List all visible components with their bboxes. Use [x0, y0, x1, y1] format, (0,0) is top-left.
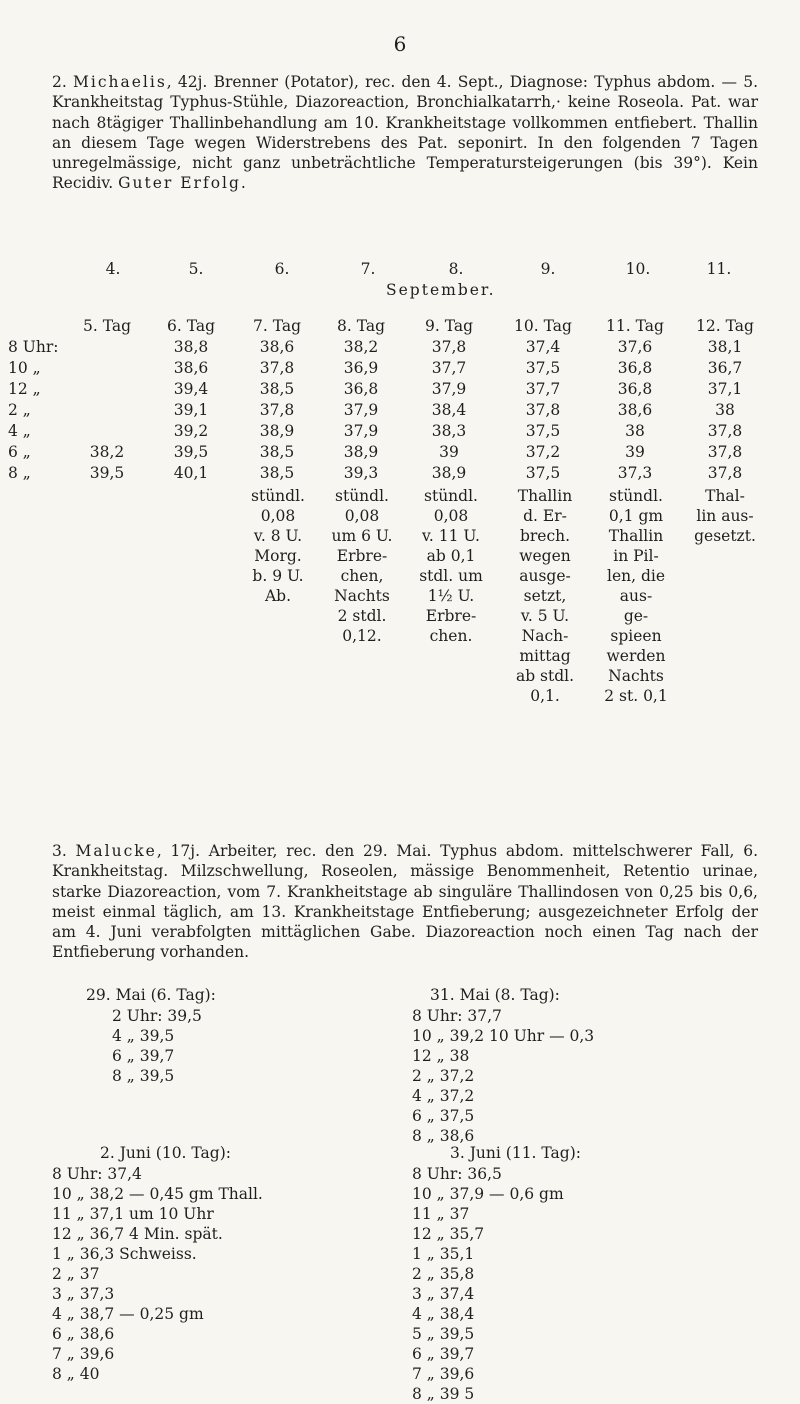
reading-line: 10 „ 39,2 10 Uhr — 0,3 — [412, 1027, 595, 1045]
reading-line: 11 „ 37 — [412, 1205, 470, 1223]
case-2-number: 2. — [52, 73, 73, 91]
value-cell: 38,9 — [431, 464, 467, 482]
time-cell: 6 „ — [8, 443, 31, 461]
reading-line: 4 „ 39,5 — [112, 1027, 175, 1045]
case-2-patient-name: Michaelis — [73, 73, 167, 91]
note-cell: Thallin d. Er- brech. wegen ausge- setzt, v. 5 U. Nach- mittag ab stdl. 0,1. — [515, 487, 575, 705]
reading-line: 2 Uhr: 39,5 — [112, 1007, 202, 1025]
value-cell: 37,2 — [525, 443, 561, 461]
note-cell: stündl. 0,08 v. 11 U. ab 0,1 stdl. um 1½ U. Erbre- chen. — [419, 487, 483, 645]
reading-line: 8 Uhr: 37,4 — [52, 1165, 142, 1183]
value-cell: 38 — [715, 401, 735, 419]
reading-line: 4 „ 37,2 — [412, 1087, 475, 1105]
value-cell: 38,8 — [173, 338, 209, 356]
value-cell: 38,2 — [343, 338, 379, 356]
value-cell: 37,8 — [525, 401, 561, 419]
reading-line: 6 „ 37,5 — [412, 1107, 475, 1125]
date-cell: 8. — [448, 260, 464, 278]
date-cell: 9. — [540, 260, 556, 278]
value-cell: 37,1 — [707, 380, 743, 398]
value-cell: 38,6 — [173, 359, 209, 377]
value-cell: 39,4 — [173, 380, 209, 398]
reading-line: 3 „ 37,3 — [52, 1285, 115, 1303]
month-label: September. — [386, 281, 496, 299]
reading-line: 4 „ 38,4 — [412, 1305, 475, 1323]
reading-line: 11 „ 37,1 um 10 Uhr — [52, 1205, 214, 1223]
value-cell: 37,8 — [259, 401, 295, 419]
reading-line: 2 „ 37,2 — [412, 1067, 475, 1085]
reading-line: 4 „ 38,7 — 0,25 gm — [52, 1305, 204, 1323]
reading-line: 6 „ 38,6 — [52, 1325, 115, 1343]
value-cell: 40,1 — [173, 464, 209, 482]
reading-line: 3 „ 37,4 — [412, 1285, 475, 1303]
value-cell: 39,3 — [343, 464, 379, 482]
value-cell: 38,9 — [259, 422, 295, 440]
value-cell: 37,7 — [525, 380, 561, 398]
temperature-table — [0, 338, 800, 488]
value-cell: 38,6 — [617, 401, 653, 419]
value-cell: 38,4 — [431, 401, 467, 419]
date-row — [0, 260, 800, 280]
day-header: 8. Tag — [336, 317, 385, 335]
reading-line: 8 „ 40 — [52, 1365, 100, 1383]
value-cell: 38,2 — [89, 443, 125, 461]
value-cell: 37,8 — [707, 464, 743, 482]
value-cell: 36,8 — [617, 359, 653, 377]
value-cell: 37,8 — [707, 443, 743, 461]
note-cell: stündl. 0,1 gm Thallin in Pil- len, die aus- ge- spieen werden Nachts 2 st. 0,1 — [604, 487, 668, 705]
day-header: 12. Tag — [696, 317, 754, 335]
case-2-text: , 42j. Brenner (Potator), rec. den 4. Sept., Diagnose: Typhus abdom. — 5. Krankheitstag Typhus-Stühle, Diazoreaction, Bronchialkatarrh,· keine Roseola. Pat. war nach 8tägiger Thallinbehandlung am 10. Krankheitstage vollkommen entfiebert. Thallin an diesem Tage wegen Widerstrebens des Pat. seponirt. In den folgenden 7 Tagen unregelmässige, nicht ganz unbeträchtliche Temperatursteigerungen (bis 39°). Kein Recidiv. — [52, 73, 759, 193]
reading-line: 7 „ 39,6 — [412, 1365, 475, 1383]
day-header: 7. Tag — [252, 317, 301, 335]
dosage-notes — [0, 486, 800, 826]
day-header: 11. Tag — [606, 317, 664, 335]
value-cell: 38,5 — [259, 380, 295, 398]
value-cell: 38 — [625, 422, 645, 440]
value-cell: 39 — [439, 443, 459, 461]
reading-line: 8 „ 39 5 — [412, 1385, 475, 1403]
time-cell: 2 „ — [8, 401, 31, 419]
reading-line: 5 „ 39,5 — [412, 1325, 475, 1343]
time-cell: 8 Uhr: — [8, 338, 59, 356]
page-number: 6 — [393, 32, 407, 56]
note-cell: stündl. 0,08 um 6 U. Erbre- chen, Nachts 2 stdl. 0,12. — [331, 487, 393, 645]
value-cell: 38,1 — [707, 338, 743, 356]
value-cell: 37,3 — [617, 464, 653, 482]
reading-line: 12 „ 38 — [412, 1047, 470, 1065]
reading-line: 12 „ 35,7 — [412, 1225, 485, 1243]
day-header-row — [0, 317, 800, 337]
time-cell: 12 „ — [8, 380, 41, 398]
case-3-text: , 17j. Arbeiter, rec. den 29. Mai. Typhus abdom. mittelschwerer Fall, 6. Krankheitstag. Milzschwellung, Roseolen, mässige Benommenheit, Retentio urinae, starke Diazoreaction, vom 7. Krankheitstage ab singuläre Thallindosen von 0,25 bis 0,6, meist einmal täglich, am 13. Krankheitstage Entfieberung; ausgezeichneter Erfolg der am 4. Juni verabfolgten mittäglichen Gabe. Diazoreaction noch einen Tag nach der Entfieberung vorhanden. — [52, 842, 758, 962]
reading-line: 2 „ 37 — [52, 1265, 100, 1283]
value-cell: 37,8 — [259, 359, 295, 377]
reading-line: 8 Uhr: 37,7 — [412, 1007, 502, 1025]
day-header: 6. Tag — [166, 317, 215, 335]
day-header: 5. Tag — [82, 317, 131, 335]
value-cell: 39,1 — [173, 401, 209, 419]
value-cell: 37,9 — [343, 422, 379, 440]
reading-line: 10 „ 38,2 — 0,45 gm Thall. — [52, 1185, 263, 1203]
reading-line: 8 Uhr: 36,5 — [412, 1165, 502, 1183]
value-cell: 36,9 — [343, 359, 379, 377]
value-cell: 37,9 — [431, 380, 467, 398]
heading-2-juni: 2. Juni (10. Tag): — [100, 1144, 231, 1162]
heading-3-juni: 3. Juni (11. Tag): — [450, 1144, 581, 1162]
time-cell: 8 „ — [8, 464, 31, 482]
reading-line: 12 „ 36,7 4 Min. spät. — [52, 1225, 223, 1243]
value-cell: 37,5 — [525, 464, 561, 482]
value-cell: 37,8 — [431, 338, 467, 356]
value-cell: 39,5 — [89, 464, 125, 482]
reading-line: 8 „ 39,5 — [112, 1067, 175, 1085]
case-3-number: 3. — [52, 842, 76, 860]
reading-line: 8 „ 38,6 — [412, 1127, 475, 1145]
reading-line: 2 „ 35,8 — [412, 1265, 475, 1283]
value-cell: 37,4 — [525, 338, 561, 356]
note-cell: stündl. 0,08 v. 8 U. Morg. b. 9 U. Ab. — [251, 487, 305, 605]
value-cell: 36,7 — [707, 359, 743, 377]
time-cell: 4 „ — [8, 422, 31, 440]
value-cell: 39,2 — [173, 422, 209, 440]
value-cell: 38,3 — [431, 422, 467, 440]
reading-line: 1 „ 36,3 Schweiss. — [52, 1245, 197, 1263]
case-2-result: Guter Erfolg. — [118, 174, 248, 193]
date-cell: 6. — [274, 260, 290, 278]
value-cell: 38,5 — [259, 464, 295, 482]
date-cell: 11. — [706, 260, 732, 278]
value-cell: 38,6 — [259, 338, 295, 356]
heading-29-mai: 29. Mai (6. Tag): — [86, 986, 216, 1004]
value-cell: 38,9 — [343, 443, 379, 461]
reading-line: 1 „ 35,1 — [412, 1245, 475, 1263]
value-cell: 37,8 — [707, 422, 743, 440]
value-cell: 36,8 — [617, 380, 653, 398]
value-cell: 38,5 — [259, 443, 295, 461]
case-3-patient-name: Malucke — [75, 842, 157, 860]
reading-line: 10 „ 37,9 — 0,6 gm — [412, 1185, 564, 1203]
value-cell: 37,5 — [525, 359, 561, 377]
reading-line: 7 „ 39,6 — [52, 1345, 115, 1363]
value-cell: 36,8 — [343, 380, 379, 398]
day-header: 10. Tag — [514, 317, 572, 335]
time-cell: 10 „ — [8, 359, 41, 377]
date-cell: 5. — [188, 260, 204, 278]
heading-31-mai: 31. Mai (8. Tag): — [430, 986, 560, 1004]
reading-line: 6 „ 39,7 — [112, 1047, 175, 1065]
date-cell: 7. — [360, 260, 376, 278]
case-2-paragraph — [52, 72, 758, 194]
date-cell: 4. — [105, 260, 121, 278]
reading-line: 6 „ 39,7 — [412, 1345, 475, 1363]
value-cell: 39,5 — [173, 443, 209, 461]
value-cell: 37,9 — [343, 401, 379, 419]
value-cell: 39 — [625, 443, 645, 461]
value-cell: 37,6 — [617, 338, 653, 356]
value-cell: 37,7 — [431, 359, 467, 377]
day-header: 9. Tag — [424, 317, 473, 335]
note-cell: Thal- lin aus- gesetzt. — [694, 487, 756, 545]
date-cell: 10. — [625, 260, 651, 278]
value-cell: 37,5 — [525, 422, 561, 440]
case-3-paragraph — [52, 841, 758, 963]
